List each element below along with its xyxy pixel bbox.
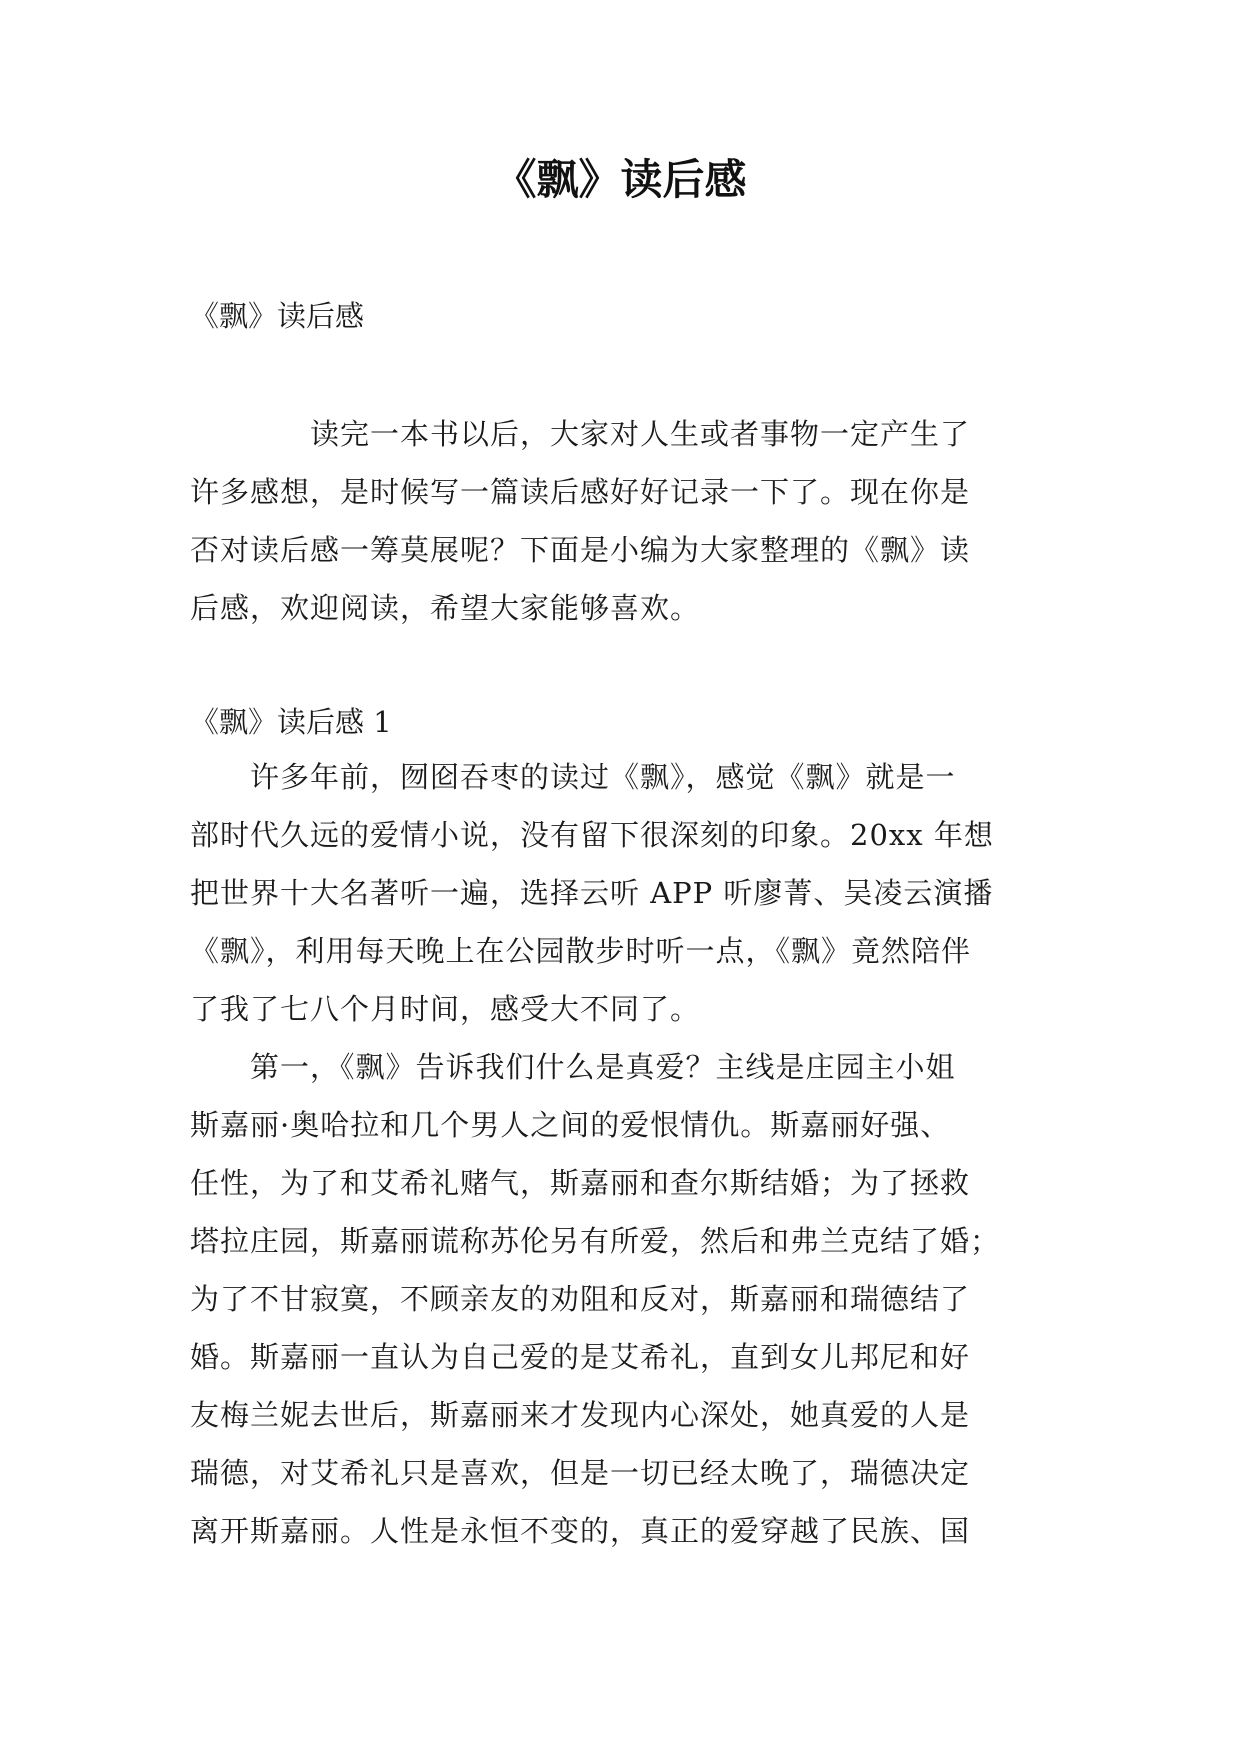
document-title: 《飘》读后感 — [494, 155, 747, 204]
paragraph-1 — [190, 748, 1050, 1038]
paragraph-line: 部时代久远的爱情小说，没有留下很深刻的印象。20xx 年想 — [190, 818, 994, 852]
section-title: 《飘》读后感 1 — [190, 705, 392, 739]
document-subtitle: 《飘》读后感 — [190, 299, 365, 333]
paragraph-line: 斯嘉丽·奥哈拉和几个男人之间的爱恨情仇。斯嘉丽好强、 — [190, 1108, 951, 1142]
paragraph-line: 塔拉庄园，斯嘉丽谎称苏伦另有所爱，然后和弗兰克结了婚； — [190, 1224, 1001, 1258]
paragraph-line: 友梅兰妮去世后，斯嘉丽来才发现内心深处，她真爱的人是 — [190, 1398, 971, 1432]
intro-line: 许多感想，是时候写一篇读后感好好记录一下了。现在你是 — [190, 475, 971, 509]
paragraph-line: 《飘》，利用每天晚上在公园散步时听一点，《飘》竟然陪伴 — [190, 934, 972, 968]
paragraph-line: 许多年前，囫囵吞枣的读过《飘》，感觉《飘》就是一 — [190, 760, 956, 794]
paragraph-line: 婚。斯嘉丽一直认为自己爱的是艾希礼，直到女儿邦尼和好 — [190, 1340, 971, 1374]
paragraph-line: 了我了七八个月时间，感受大不同了。 — [190, 992, 701, 1026]
intro-paragraph — [190, 405, 1050, 637]
intro-line: 读完一本书以后，大家对人生或者事物一定产生了 — [190, 417, 971, 451]
paragraph-line: 把世界十大名著听一遍，选择云听 APP 听廖菁、吴凌云演播 — [190, 876, 994, 910]
paragraph-line: 离开斯嘉丽。人性是永恒不变的，真正的爱穿越了民族、国 — [190, 1514, 971, 1548]
paragraph-line: 第一，《飘》告诉我们什么是真爱？主线是庄园主小姐 — [190, 1050, 956, 1084]
paragraph-line: 任性，为了和艾希礼赌气，斯嘉丽和查尔斯结婚；为了拯救 — [190, 1166, 971, 1200]
paragraph-line: 瑞德，对艾希礼只是喜欢，但是一切已经太晚了，瑞德决定 — [190, 1456, 971, 1490]
intro-line: 否对读后感一筹莫展呢？下面是小编为大家整理的《飘》读 — [190, 533, 971, 567]
paragraph-line: 为了不甘寂寞，不顾亲友的劝阻和反对，斯嘉丽和瑞德结了 — [190, 1282, 971, 1316]
intro-line: 后感，欢迎阅读，希望大家能够喜欢。 — [190, 591, 701, 625]
paragraph-2 — [190, 1038, 1050, 1560]
